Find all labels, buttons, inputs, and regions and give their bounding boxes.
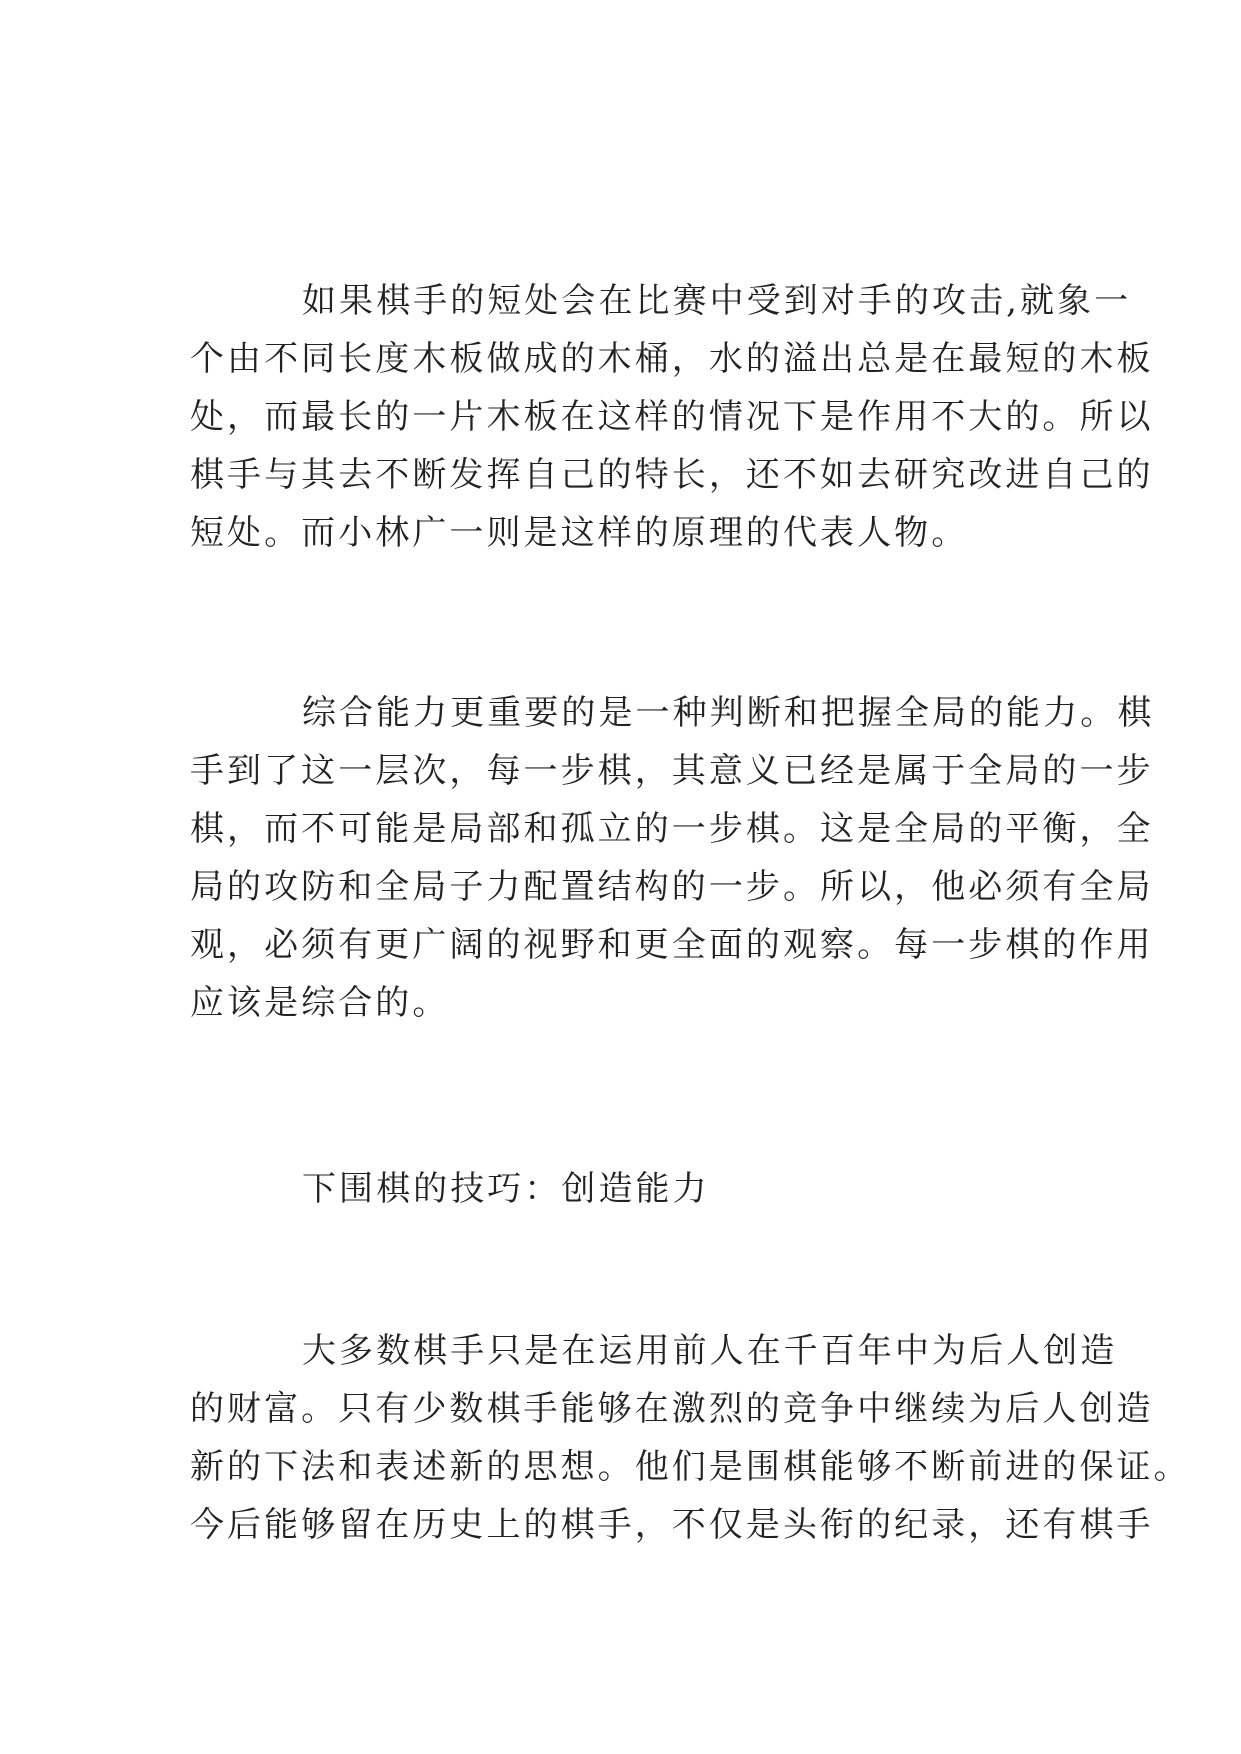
paragraph-line: 局的攻防和全局子力配置结构的一步。所以，他必须有全局 — [190, 867, 1154, 907]
paragraph-line: 的财富。只有少数棋手能够在激烈的竞争中继续为后人创造 — [190, 1389, 1154, 1429]
paragraph-line: 手到了这一层次，每一步棋，其意义已经是属于全局的一步 — [190, 751, 1154, 791]
paragraph-wooden-bucket — [190, 272, 1154, 562]
paragraph-line: 今后能够留在历史上的棋手，不仅是头衔的纪录，还有棋手 — [190, 1505, 1154, 1545]
paragraph-line: 应该是综合的。 — [190, 983, 450, 1023]
paragraph-line: 大多数棋手只是在运用前人在千百年中为后人创造 — [302, 1331, 1118, 1371]
paragraph-line: 综合能力更重要的是一种判断和把握全局的能力。棋 — [302, 693, 1155, 733]
paragraph-creative-ability — [190, 1322, 1191, 1554]
paragraph-comprehensive-ability — [190, 684, 1155, 1032]
paragraph-line: 个由不同长度木板做成的木桶，水的溢出总是在最短的木板 — [190, 339, 1154, 379]
paragraph-line: 棋手与其去不断发挥自己的特长，还不如去研究改进自己的 — [190, 455, 1154, 495]
paragraph-line: 棋，而不可能是局部和孤立的一步棋。这是全局的平衡，全 — [190, 809, 1154, 849]
paragraph-line: 如果棋手的短处会在比赛中受到对手的攻击,就象一 — [302, 281, 1132, 321]
paragraph-line: 观，必须有更广阔的视野和更全面的观察。每一步棋的作用 — [190, 925, 1154, 965]
paragraph-line: 处，而最长的一片木板在这样的情况下是作用不大的。所以 — [190, 397, 1154, 437]
section-heading: 下围棋的技巧：创造能力 — [302, 1169, 710, 1209]
paragraph-line: 短处。而小林广一则是这样的原理的代表人物。 — [190, 513, 969, 553]
paragraph-line: 新的下法和表述新的思想。他们是围棋能够不断前进的保证。 — [190, 1447, 1191, 1487]
